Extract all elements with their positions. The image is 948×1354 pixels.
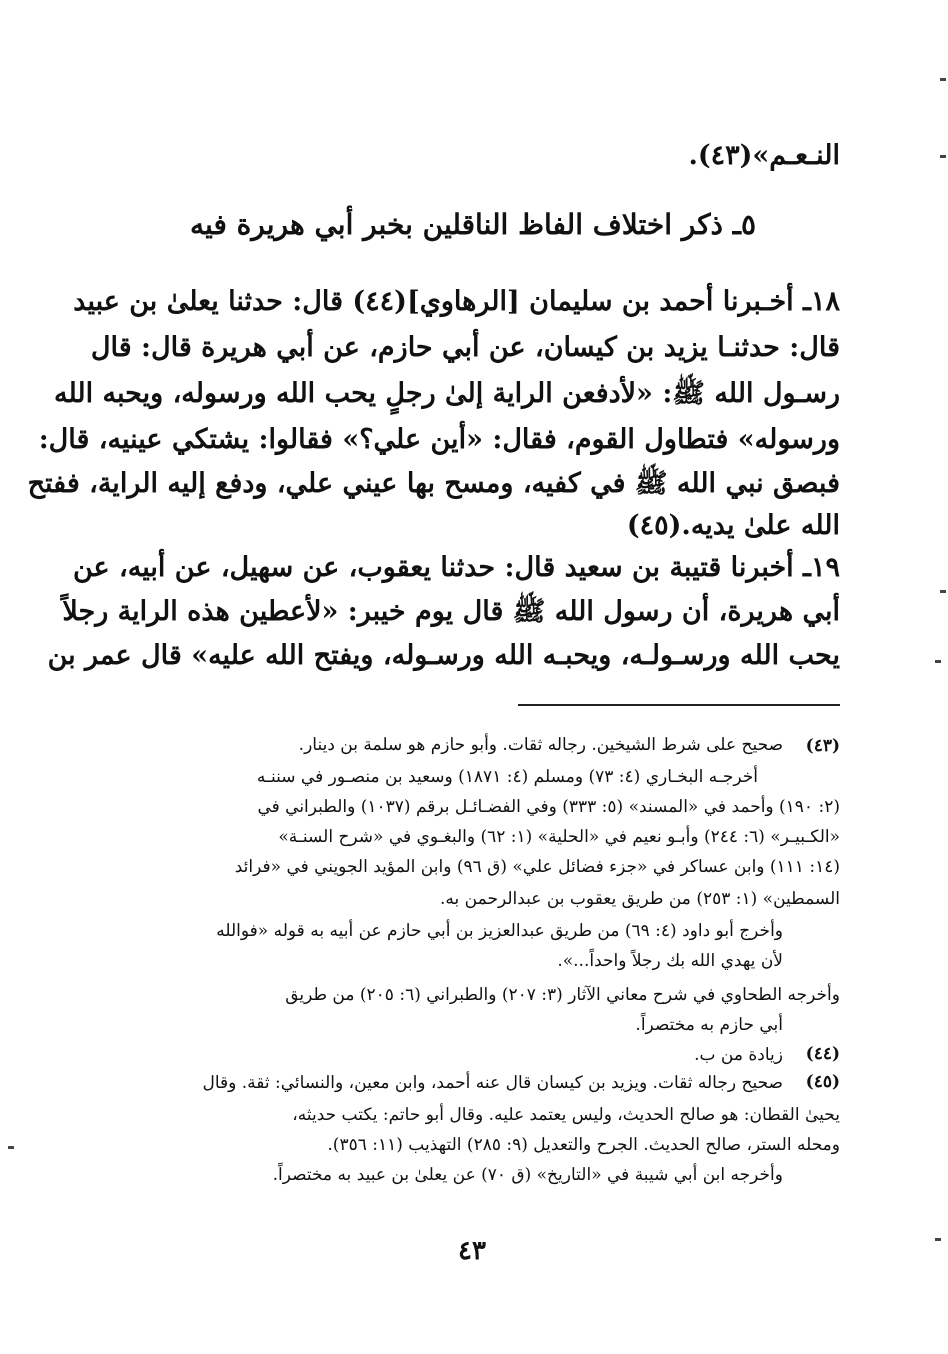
continuation-text: النـعـم»(٤٣). bbox=[688, 140, 840, 171]
footnote-line: (١٤: ١١١) وابن عساكر في «جزء فضائل علي» (ق ٩٦) وابن المؤيد الجويني في «فرائد bbox=[234, 857, 840, 877]
hadith-line: ١٨ـ أخـبرنا أحمد بن سليمان [الرهاوي](٤٤) قال: حدثنا يعلىٰ بن عبيد bbox=[73, 286, 840, 317]
hadith-line: فبصق نبي الله ﷺ في كفيه، ومسح بها عيني علي، ودفع إليه الراية، ففتح bbox=[27, 468, 840, 499]
scan-mark bbox=[940, 155, 946, 158]
scan-mark bbox=[935, 1238, 941, 1241]
scan-mark bbox=[940, 78, 946, 81]
footnote-number: (٤٤) bbox=[805, 1044, 840, 1064]
footnote-line: لأن يهدي الله بك رجلاً واحداً...». bbox=[557, 951, 783, 971]
footnote-separator bbox=[518, 704, 840, 706]
footnote-number: (٤٥) bbox=[805, 1072, 840, 1092]
hadith-line: ورسوله» فتطاول القوم، فقال: «أين علي؟» فقالوا: يشتكي عينيه، قال: bbox=[38, 424, 840, 455]
footnote-line: السمطين» (١: ٢٥٣) من طريق يعقوب بن عبدالرحمن به. bbox=[440, 889, 840, 909]
section-heading: ٥ـ ذكر اختلاف الفاظ الناقلين بخبر أبي هريرة فيه bbox=[189, 208, 756, 241]
hadith-line: يحب الله ورسـولـه، ويحبـه الله ورسـوله، ويفتح الله عليه» قال عمر بن bbox=[47, 640, 840, 671]
footnote-line: زيادة من ب. bbox=[694, 1045, 783, 1065]
scan-mark bbox=[8, 1146, 14, 1149]
footnote-line: (٢: ١٩٠) وأحمد في «المسند» (٥: ٣٣٣) وفي الفضـائـل برقم (١٠٣٧) والطبراني في bbox=[257, 797, 840, 817]
hadith-line: ١٩ـ أخبرنا قتيبة بن سعيد قال: حدثنا يعقوب، عن سهيل، عن أبيه، عن bbox=[72, 552, 840, 583]
hadith-line: قال: حدثنـا يزيد بن كيسان، عن أبي حازم، عن أبي هريرة قال: قال bbox=[90, 332, 840, 363]
footnote-line: صحيح رجاله ثقات. ويزيد بن كيسان قال عنه أحمد، وابن معين، والنسائي: ثقة. وقال bbox=[202, 1073, 783, 1093]
scan-mark bbox=[940, 590, 946, 593]
scan-mark bbox=[935, 660, 941, 663]
footnote-line: أبي حازم به مختصراً. bbox=[635, 1015, 783, 1035]
footnote-line: «الكـبيـر» (٦: ٢٤٤) وأبـو نعيم في «الحلية» (١: ٦٢) والبغـوي في «شرح السنـة» bbox=[278, 827, 840, 847]
footnote-line: وأخرجه ابن أبي شيبة في «التاريخ» (ق ٧٠) عن يعلىٰ بن عبيد به مختصراً. bbox=[272, 1165, 783, 1185]
footnote-line: صحيح على شرط الشيخين. رجاله ثقات. وأبو حازم هو سلمة بن دينار. bbox=[298, 735, 783, 755]
footnote-number: (٤٣) bbox=[805, 736, 840, 756]
footnote-line: أخرجـه البخـاري (٤: ٧٣) ومسلم (٤: ١٨٧١) وسعيد بن منصـور في سننـه bbox=[256, 767, 758, 787]
hadith-line: رسـول الله ﷺ: «لأدفعن الراية إلىٰ رجلٍ يحب الله ورسوله، ويحبه الله bbox=[54, 378, 840, 409]
page-number: ٤٣ bbox=[458, 1236, 486, 1266]
footnote-line: ومحله الستر، صالح الحديث. الجرح والتعديل (٩: ٢٨٥) التهذيب (١١: ٣٥٦). bbox=[327, 1135, 840, 1155]
footnote-line: وأخرج أبو داود (٤: ٦٩) من طريق عبدالعزيز بن أبي حازم عن أبيه به قوله «فوالله bbox=[216, 921, 783, 941]
footnote-line: وأخرجه الطحاوي في شرح معاني الآثار (٣: ٢٠٧) والطبراني (٦: ٢٠٥) من طريق bbox=[285, 985, 840, 1005]
hadith-line: الله علىٰ يديه.(٤٥) bbox=[626, 510, 840, 541]
hadith-line: أبي هريرة، أن رسول الله ﷺ قال يوم خيبر: «لأعطين هذه الراية رجلاً bbox=[62, 596, 840, 627]
footnote-line: يحيىٰ القطان: هو صالح الحديث، وليس يعتمد عليه. وقال أبو حاتم: يكتب حديثه، bbox=[292, 1105, 840, 1125]
